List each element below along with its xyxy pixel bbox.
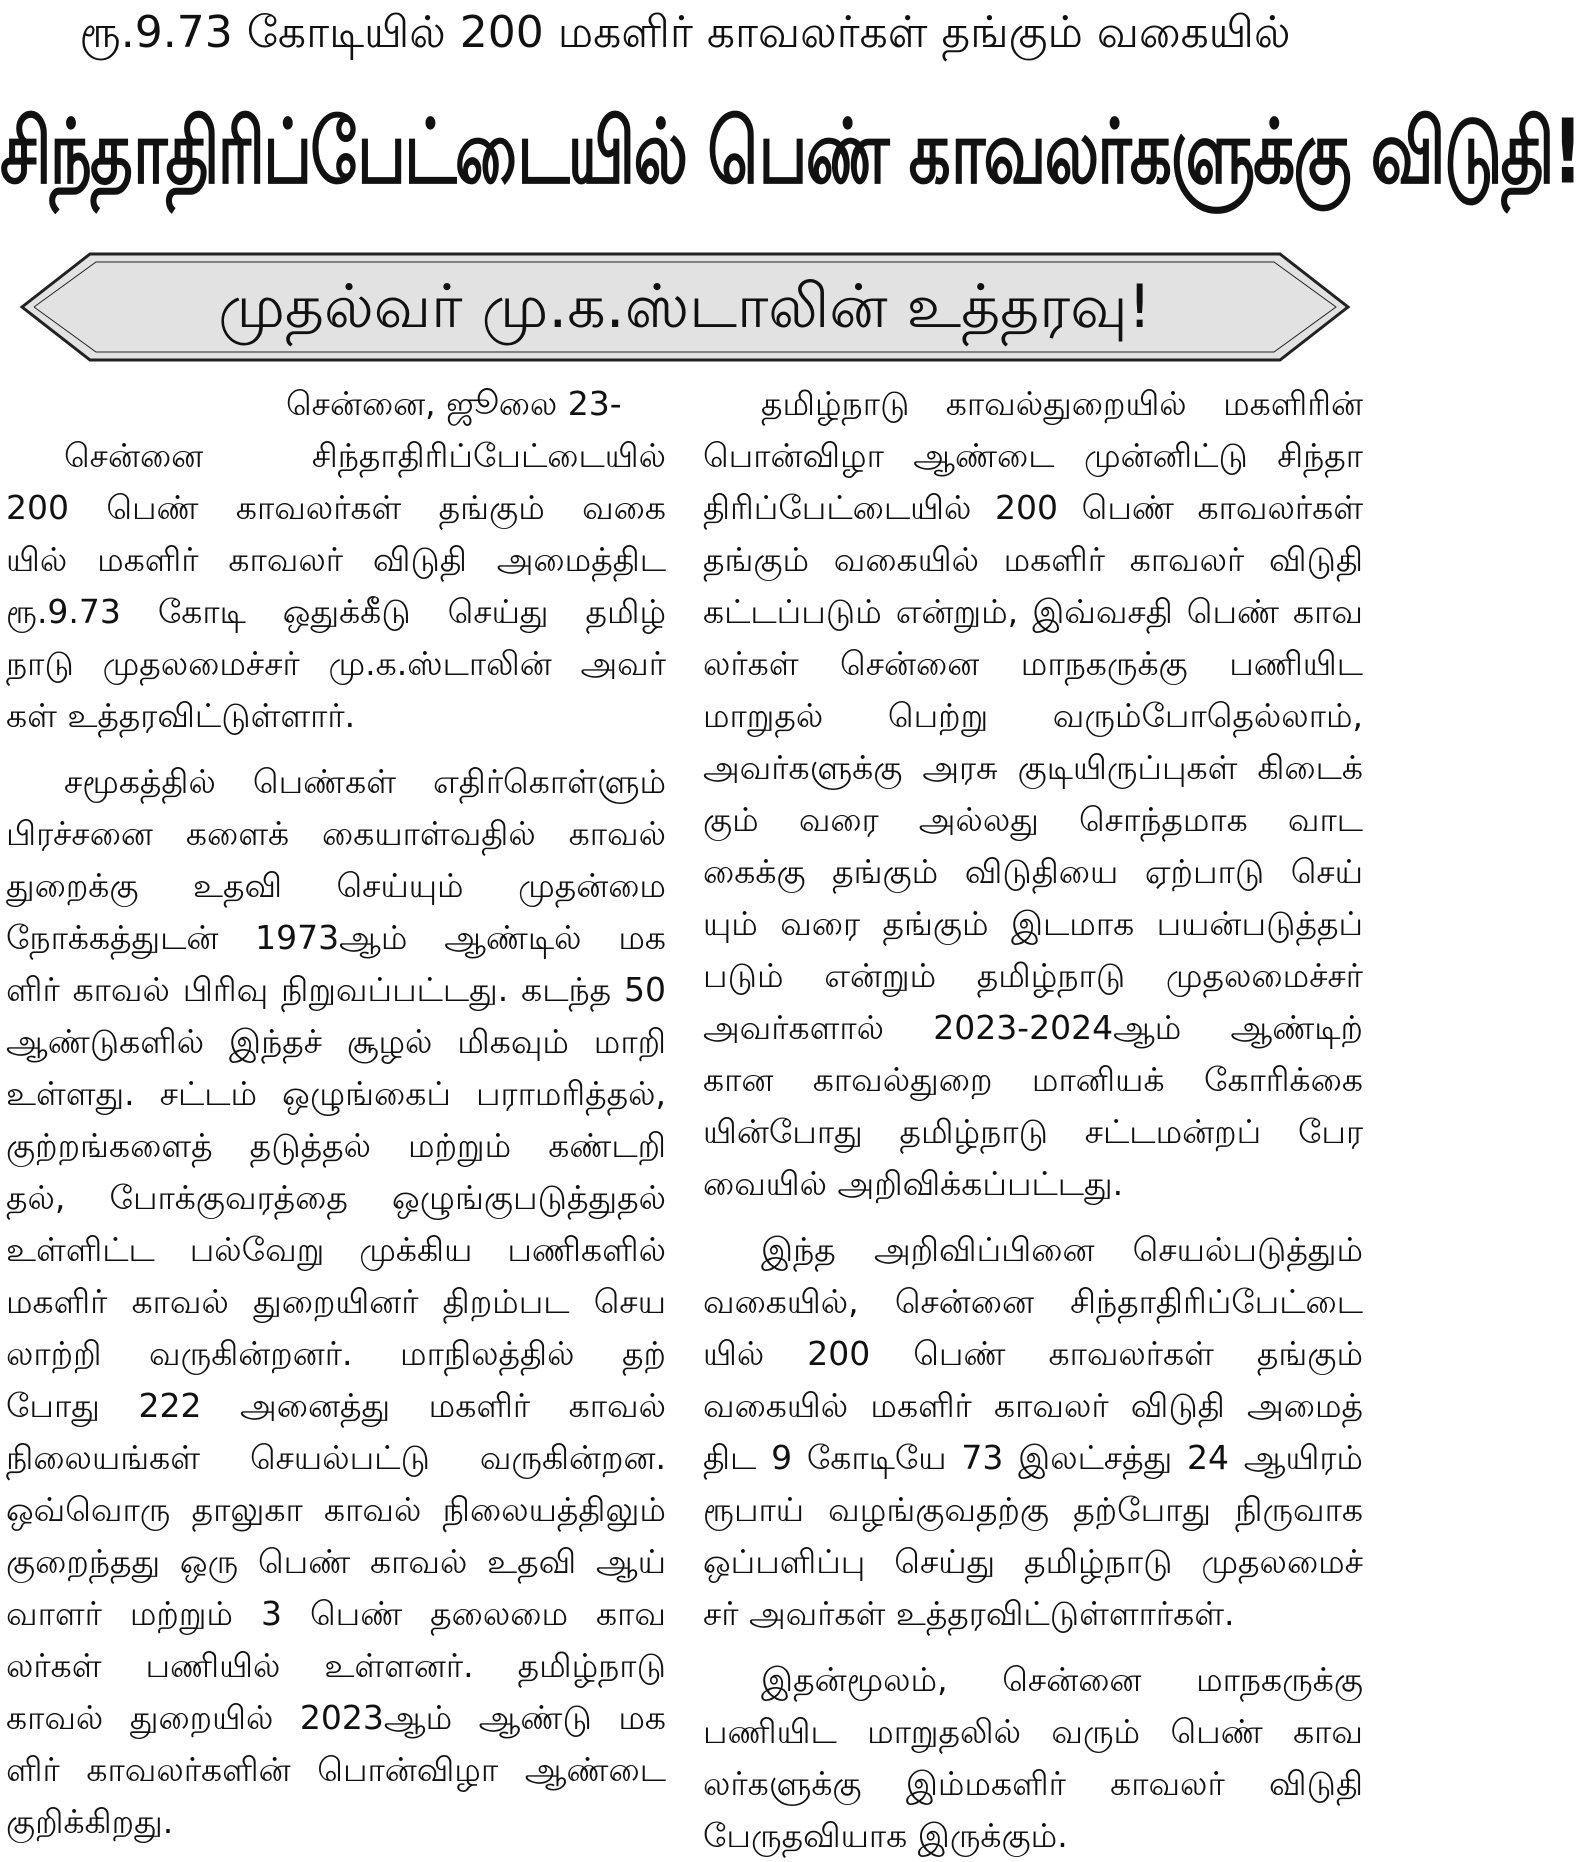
- text-line: ளிர் காவலர்களின் பொன்விழா ஆண்டை: [6, 1750, 666, 1789]
- subhead-banner: [0, 248, 1370, 366]
- text-line: கைக்கு தங்கும் விடுதியை ஏற்பாடு செய்: [703, 852, 1363, 891]
- text-line: கள் உத்தரவிட்டுள்ளார்.: [6, 696, 356, 735]
- text-line: வையில் அறிவிக்கப்பட்டது.: [703, 1164, 1124, 1203]
- text-line: இந்த அறிவிப்பினை செயல்படுத்தும்: [761, 1230, 1363, 1269]
- text-line: பிரச்சனை களைக் கையாள்வதில் காவல்: [6, 814, 666, 853]
- text-line: இதன்மூலம், சென்னை மாநகருக்கு: [761, 1660, 1363, 1699]
- text-line: லர்கள் பணியில் உள்ளனர். தமிழ்நாடு: [6, 1646, 666, 1685]
- text-line: திட 9 கோடியே 73 இலட்சத்து 24 ஆயிரம்: [703, 1438, 1363, 1477]
- text-line: ஆண்டுகளில் இந்தச் சூழல் மிகவும் மாறி: [6, 1022, 666, 1061]
- text-line: நிலையங்கள் செயல்பட்டு வருகின்றன.: [6, 1438, 666, 1477]
- text-line: தமிழ்நாடு காவல்துறையில் மகளிரின்: [761, 384, 1363, 423]
- kicker-line: ரூ.9.73 கோடியில் 200 மகளிர் காவலர்கள் தங்கும் வகையில்: [79, 7, 1291, 58]
- text-line: யில் 200 பெண் காவலர்கள் தங்கும்: [703, 1334, 1363, 1373]
- text-line: ளிர் காவல் பிரிவு நிறுவப்பட்டது. கடந்த 50: [6, 970, 666, 1009]
- text-line: உள்ளது. சட்டம் ஒழுங்கைப் பராமரித்தல்,: [6, 1074, 666, 1113]
- text-line: 200 பெண் காவலர்கள் தங்கும் வகை: [6, 488, 666, 527]
- text-line: படும் என்றும் தமிழ்நாடு முதலமைச்சர்: [703, 956, 1363, 995]
- right-column: [703, 378, 1363, 1855]
- text-line: சென்னை சிந்தாதிரிப்பேட்டையில்: [64, 436, 666, 475]
- text-line: யும் வரை தங்கும் இடமாக பயன்படுத்தப்: [703, 904, 1363, 943]
- text-line: வகையில், சென்னை சிந்தாதிரிப்பேட்டை: [703, 1282, 1363, 1321]
- text-line: வகையில் மகளிர் காவலர் விடுதி அமைத்: [703, 1386, 1363, 1425]
- text-line: வாளர் மற்றும் 3 பெண் தலைமை காவ: [6, 1594, 666, 1633]
- text-line: ஒவ்வொரு தாலுகா காவல் நிலையத்திலும்: [6, 1490, 666, 1529]
- text-line: கான காவல்துறை மானியக் கோரிக்கை: [703, 1060, 1363, 1099]
- text-line: நோக்கத்துடன் 1973ஆம் ஆண்டில் மக: [6, 918, 666, 957]
- text-line: தல், போக்குவரத்தை ஒழுங்குபடுத்துதல்: [6, 1178, 666, 1217]
- text-line: லர்கள் சென்னை மாநகருக்கு பணியிட: [703, 644, 1363, 683]
- right-paragraph-1: [703, 378, 1363, 1210]
- text-line: அவர்களால் 2023-2024ஆம் ஆண்டிற்: [703, 1008, 1363, 1047]
- text-line: மாறுதல் பெற்று வரும்போதெல்லாம்,: [703, 696, 1363, 735]
- left-column: [6, 378, 666, 1841]
- text-line: லர்களுக்கு இம்மகளிர் காவலர் விடுதி: [703, 1764, 1363, 1803]
- text-line: லாற்றி வருகின்றனர். மாநிலத்தில் தற்: [6, 1334, 666, 1373]
- text-line: ரூபாய் வழங்குவதற்கு தற்போது நிருவாக: [703, 1490, 1363, 1529]
- text-line: காவல் துறையில் 2023ஆம் ஆண்டு மக: [6, 1698, 666, 1737]
- text-line: கும் வரை அல்லது சொந்தமாக வாட: [703, 800, 1363, 839]
- text-line: குற்றங்களைத் தடுத்தல் மற்றும் கண்டறி: [6, 1126, 666, 1165]
- dateline: சென்னை, ஜூலை 23-: [286, 384, 622, 423]
- text-line: பொன்விழா ஆண்டை முன்னிட்டு சிந்தா: [703, 436, 1363, 475]
- text-line: பணியிட மாறுதலில் வரும் பெண் காவ: [703, 1712, 1363, 1751]
- left-paragraph-1: [6, 430, 666, 742]
- text-line: கட்டப்படும் என்றும், இவ்வசதி பெண் காவ: [703, 592, 1363, 631]
- text-line: உள்ளிட்ட பல்வேறு முக்கிய பணிகளில்: [6, 1230, 666, 1269]
- left-paragraph-2: [6, 756, 666, 1848]
- text-line: குறைந்தது ஒரு பெண் காவல் உதவி ஆய்: [6, 1542, 666, 1581]
- right-paragraph-2: [703, 1224, 1363, 1640]
- headline: சிந்தாதிரிப்பேட்டையில் பெண் காவலர்களுக்கு விடுதி!: [0, 100, 1581, 205]
- text-line: பேருதவியாக இருக்கும்.: [703, 1816, 1068, 1855]
- text-line: யில் மகளிர் காவலர் விடுதி அமைத்திட: [6, 540, 666, 579]
- text-line: போது 222 அனைத்து மகளிர் காவல்: [6, 1386, 666, 1425]
- text-line: துறைக்கு உதவி செய்யும் முதன்மை: [6, 866, 666, 905]
- text-line: திரிப்பேட்டையில் 200 பெண் காவலர்கள்: [703, 488, 1363, 527]
- text-line: சர் அவர்கள் உத்தரவிட்டுள்ளார்கள்.: [703, 1594, 1235, 1633]
- text-line: ஒப்பளிப்பு செய்து தமிழ்நாடு முதலமைச்: [703, 1542, 1363, 1581]
- text-line: சமூகத்தில் பெண்கள் எதிர்கொள்ளும்: [64, 762, 666, 801]
- text-line: நாடு முதலமைச்சர் மு.க.ஸ்டாலின் அவர்: [6, 644, 666, 683]
- subhead-text: முதல்வர் மு.க.ஸ்டாலின் உத்தரவு!: [218, 272, 1152, 342]
- text-line: குறிக்கிறது.: [6, 1802, 174, 1841]
- text-line: மகளிர் காவல் துறையினர் திறம்பட செய: [6, 1282, 666, 1321]
- text-line: தங்கும் வகையில் மகளிர் காவலர் விடுதி: [703, 540, 1363, 579]
- text-line: யின்போது தமிழ்நாடு சட்டமன்றப் பேர: [703, 1112, 1363, 1151]
- text-line: ரூ.9.73 கோடி ஒதுக்கீடு செய்து தமிழ்: [6, 592, 666, 631]
- right-paragraph-3: [703, 1654, 1363, 1862]
- text-line: அவர்களுக்கு அரசு குடியிருப்புகள் கிடைக்: [703, 748, 1363, 787]
